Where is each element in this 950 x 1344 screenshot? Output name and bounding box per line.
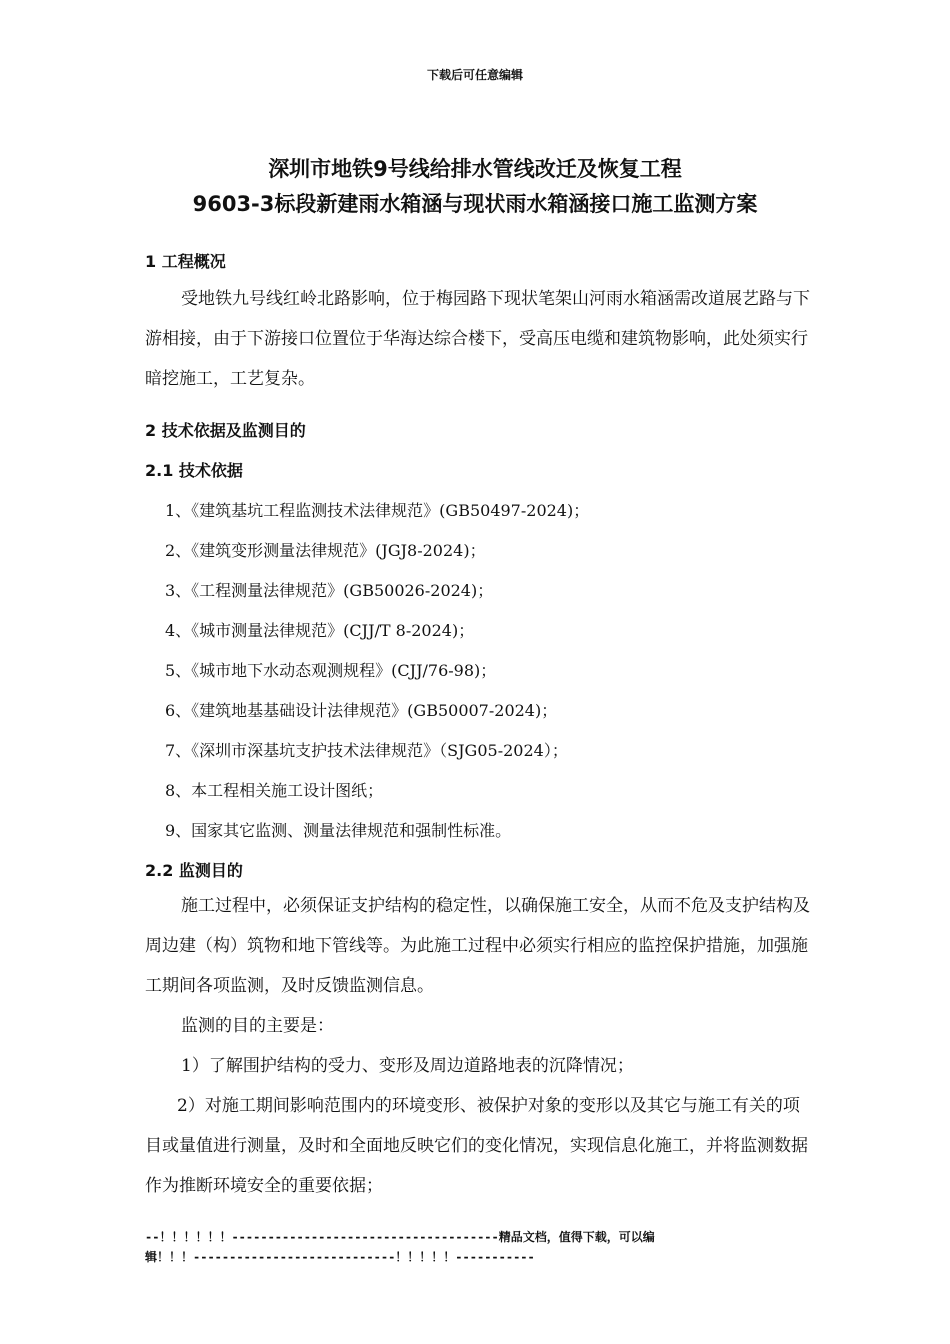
document-title-line2: 9603-3标段新建雨水箱涵与现状雨水箱涵接口施工监测方案: [192, 192, 758, 216]
reference-item: 4、《城市测量法律规范》(CJJ/T 8-2024)；: [165, 621, 475, 640]
footer-note-line1: --！！！！！！-------------------------------------精品文档，值得下载，可以编: [145, 1230, 655, 1244]
section-1-heading: 1 工程概况: [145, 252, 226, 271]
section-2-heading: 2 技术依据及监测目的: [145, 421, 306, 440]
reference-item: 1、《建筑基坑工程监测技术法律规范》(GB50497-2024)；: [165, 501, 590, 520]
reference-item: 8、本工程相关施工设计图纸；: [165, 781, 384, 800]
section-2-2-purpose-intro: 监测的目的主要是：: [181, 1016, 334, 1036]
reference-item: 6、《建筑地基基础设计法律规范》(GB50007-2024)；: [165, 701, 558, 720]
section-2-2-heading: 2.2 监测目的: [145, 861, 243, 880]
document-title-line1: 深圳市地铁9号线给排水管线改迁及恢复工程: [268, 157, 682, 181]
reference-item: 9、国家其它监测、测量法律规范和强制性标准。: [165, 821, 512, 840]
reference-item: 3、《工程测量法律规范》(GB50026-2024)；: [165, 581, 494, 600]
reference-item: 7、《深圳市深基坑支护技术法律规范》（SJG05-2024）；: [165, 741, 568, 760]
footer-note-line2: 辑！！！----------------------------！！！！！-----------: [145, 1250, 535, 1264]
reference-item: 2、《建筑变形测量法律规范》(JGJ8-2024)；: [165, 541, 486, 560]
header-note: 下载后可任意编辑: [426, 68, 523, 82]
purpose-item-1: 1）了解围护结构的受力、变形及周边道路地表的沉降情况；: [181, 1056, 634, 1076]
reference-item: 5、《城市地下水动态观测规程》(CJJ/76-98)；: [165, 661, 497, 680]
section-2-1-heading: 2.1 技术依据: [145, 461, 243, 480]
section-1-paragraph: 受地铁九号线红岭北路影响，位于梅园路下现状笔架山河雨水箱涵需改道展艺路与下游相接，由于下游接口位置位于华海达综合楼下，受高压电缆和建筑物影响，此处须实行暗挖施工，工艺复杂。: [145, 289, 810, 389]
section-2-2-paragraph: 施工过程中，必须保证支护结构的稳定性，以确保施工安全，从而不危及支护结构及周边建（构）筑物和地下管线等。为此施工过程中必须实行相应的监控保护措施，加强施工期间各项监测，及时反馈监测信息。: [145, 896, 810, 996]
purpose-item-2: 2）对施工期间影响范围内的环境变形、被保护对象的变形以及其它与施工有关的项目或量值进行测量，及时和全面地反映它们的变化情况，实现信息化施工，并将监测数据作为推断环境安全的重要依据；: [145, 1096, 808, 1196]
